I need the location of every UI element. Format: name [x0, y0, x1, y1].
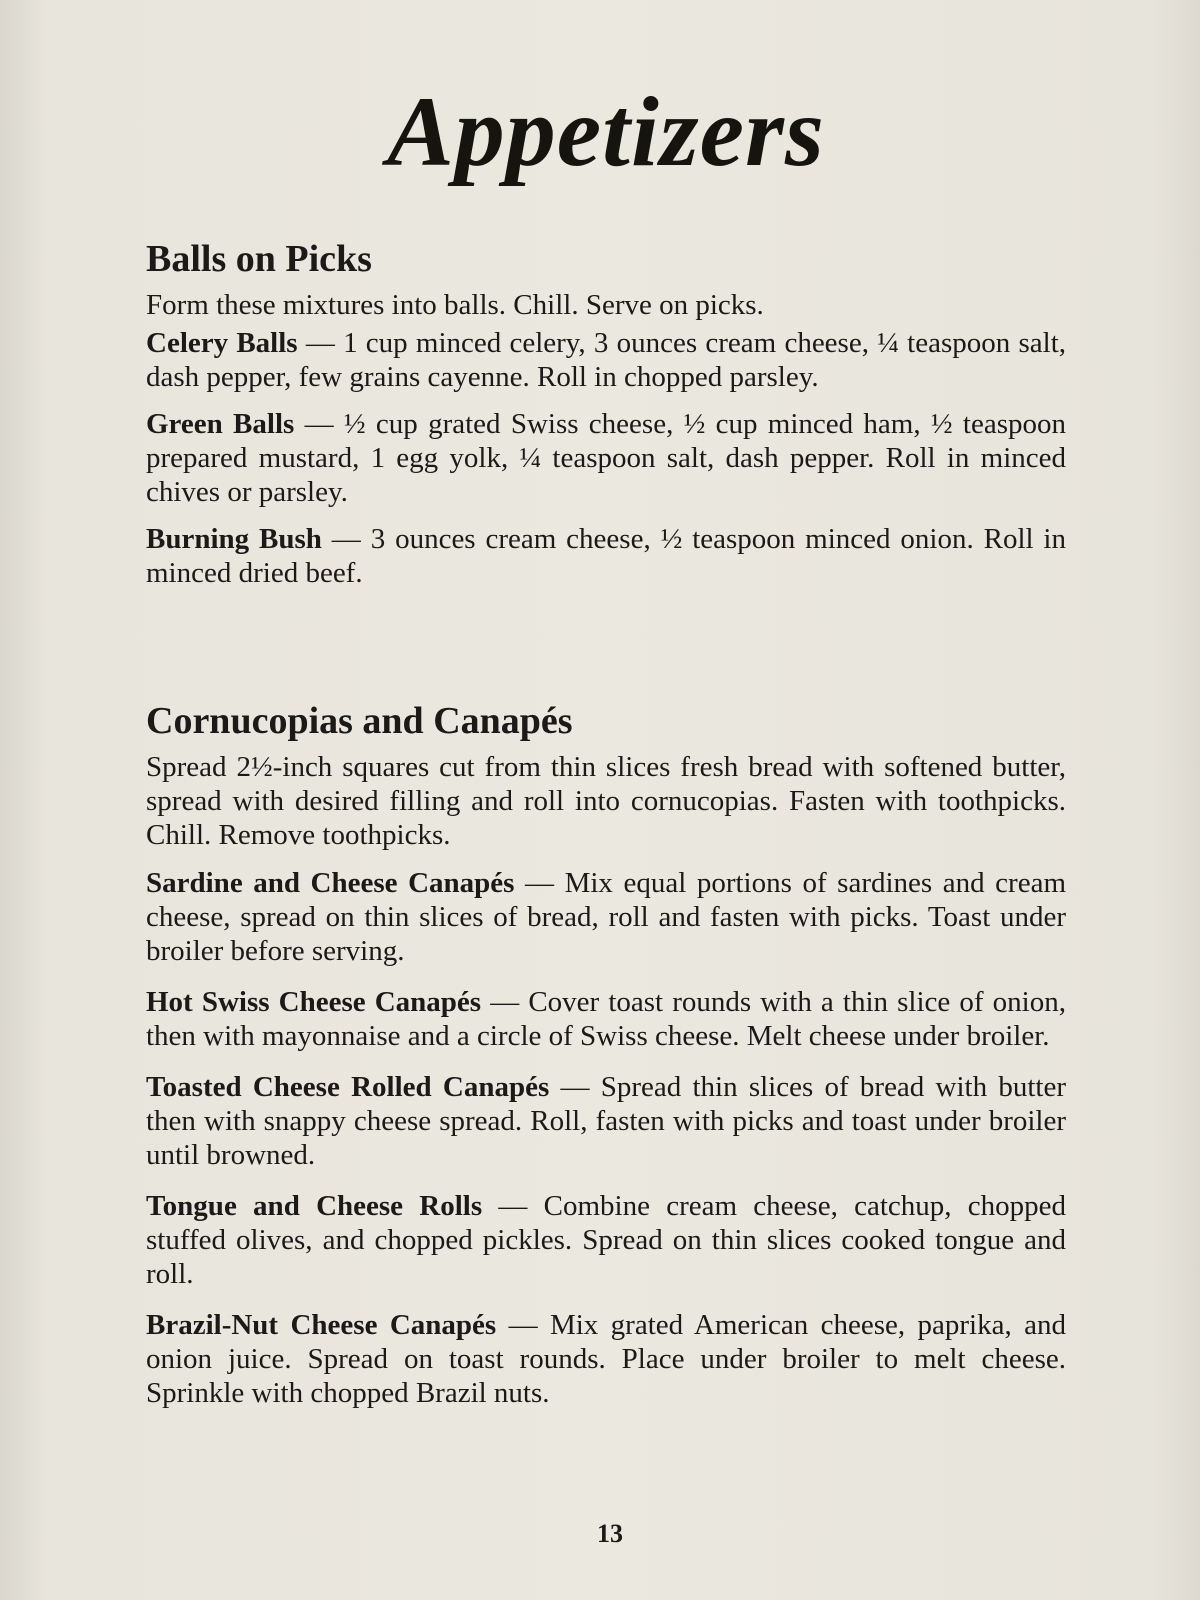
recipe-celery-balls [146, 326, 1066, 394]
recipe-name: Toasted Cheese Rolled Canapés [146, 1070, 550, 1103]
page-number: 13 [597, 1519, 623, 1548]
recipe-name: Green Balls [146, 407, 295, 440]
em-dash: — [297, 326, 344, 359]
em-dash: — [549, 1070, 601, 1103]
em-dash: — [514, 866, 565, 899]
em-dash: — [482, 1189, 544, 1222]
em-dash: — [481, 985, 529, 1018]
recipe-brazil-nut-cheese-canapes [146, 1308, 1066, 1410]
recipe-text: ½ cup grated Swiss cheese, ½ cup minced ham, ½ teaspoon prepared mustard, 1 egg yolk, ¼ teaspoon salt, dash pepper. Roll in minced chives or parsley. [146, 407, 1067, 508]
recipe-tongue-and-cheese-rolls [146, 1189, 1066, 1291]
recipe-name: Celery Balls [146, 326, 298, 359]
recipe-green-balls [146, 407, 1066, 509]
recipe-text: Mix grated American cheese, paprika, and onion juice. Spread on toast rounds. Place under broiler to melt cheese. Sprinkle with chopped Brazil nuts. [146, 1308, 1066, 1409]
recipe-text: Spread thin slices of bread with butter then with snappy cheese spread. Roll, fasten with picks and toast under broiler until browned. [146, 1070, 1066, 1171]
recipe-text: 1 cup minced celery, 3 ounces cream cheese, ¼ teaspoon salt, dash pepper, few grains cayenne. Roll in chopped parsley. [146, 326, 1067, 393]
recipe-name: Sardine and Cheese Canapés [146, 866, 515, 899]
recipe-text: Cover toast rounds with a thin slice of onion, then with mayonnaise and a circle of Swiss cheese. Melt cheese under broiler. [146, 985, 1066, 1052]
recipe-text: Combine cream cheese, catchup, chopped stuffed olives, and chopped pickles. Spread on thin slices cooked tongue and roll. [146, 1189, 1066, 1290]
recipe-sardine-and-cheese-canapes [146, 866, 1066, 968]
recipe-name: Tongue and Cheese Rolls [146, 1189, 483, 1222]
recipe-text: 3 ounces cream cheese, ½ teaspoon minced onion. Roll in minced dried beef. [146, 522, 1066, 589]
page-title: Appetizers [387, 76, 825, 187]
em-dash: — [294, 407, 344, 440]
section-heading: Cornucopias and Canapés [146, 700, 573, 742]
recipe-burning-bush [146, 522, 1066, 590]
section-intro: Form these mixtures into balls. Chill. Serve on picks. [146, 288, 764, 321]
recipe-toasted-cheese-rolled-canapes [146, 1070, 1066, 1172]
em-dash: — [496, 1308, 550, 1341]
section-intro: Spread 2½-inch squares cut from thin slices fresh bread with softened butter, spread with desired filling and roll into cornucopias. Fasten with toothpicks. Chill. Remove toothpicks. [146, 750, 1066, 851]
section-heading: Balls on Picks [146, 238, 372, 280]
recipe-name: Burning Bush [146, 522, 322, 555]
recipe-hot-swiss-cheese-canapes [146, 985, 1066, 1053]
em-dash: — [321, 522, 371, 555]
section-balls-on-picks [146, 238, 1066, 603]
recipe-text: Mix equal portions of sardines and cream cheese, spread on thin slices of bread, roll and fasten with picks. Toast under broiler before serving. [146, 866, 1067, 967]
recipe-name: Brazil-Nut Cheese Canapés [146, 1308, 497, 1341]
recipe-name: Hot Swiss Cheese Canapés [146, 985, 482, 1018]
section-cornucopias-and-canapes [146, 700, 1066, 1427]
